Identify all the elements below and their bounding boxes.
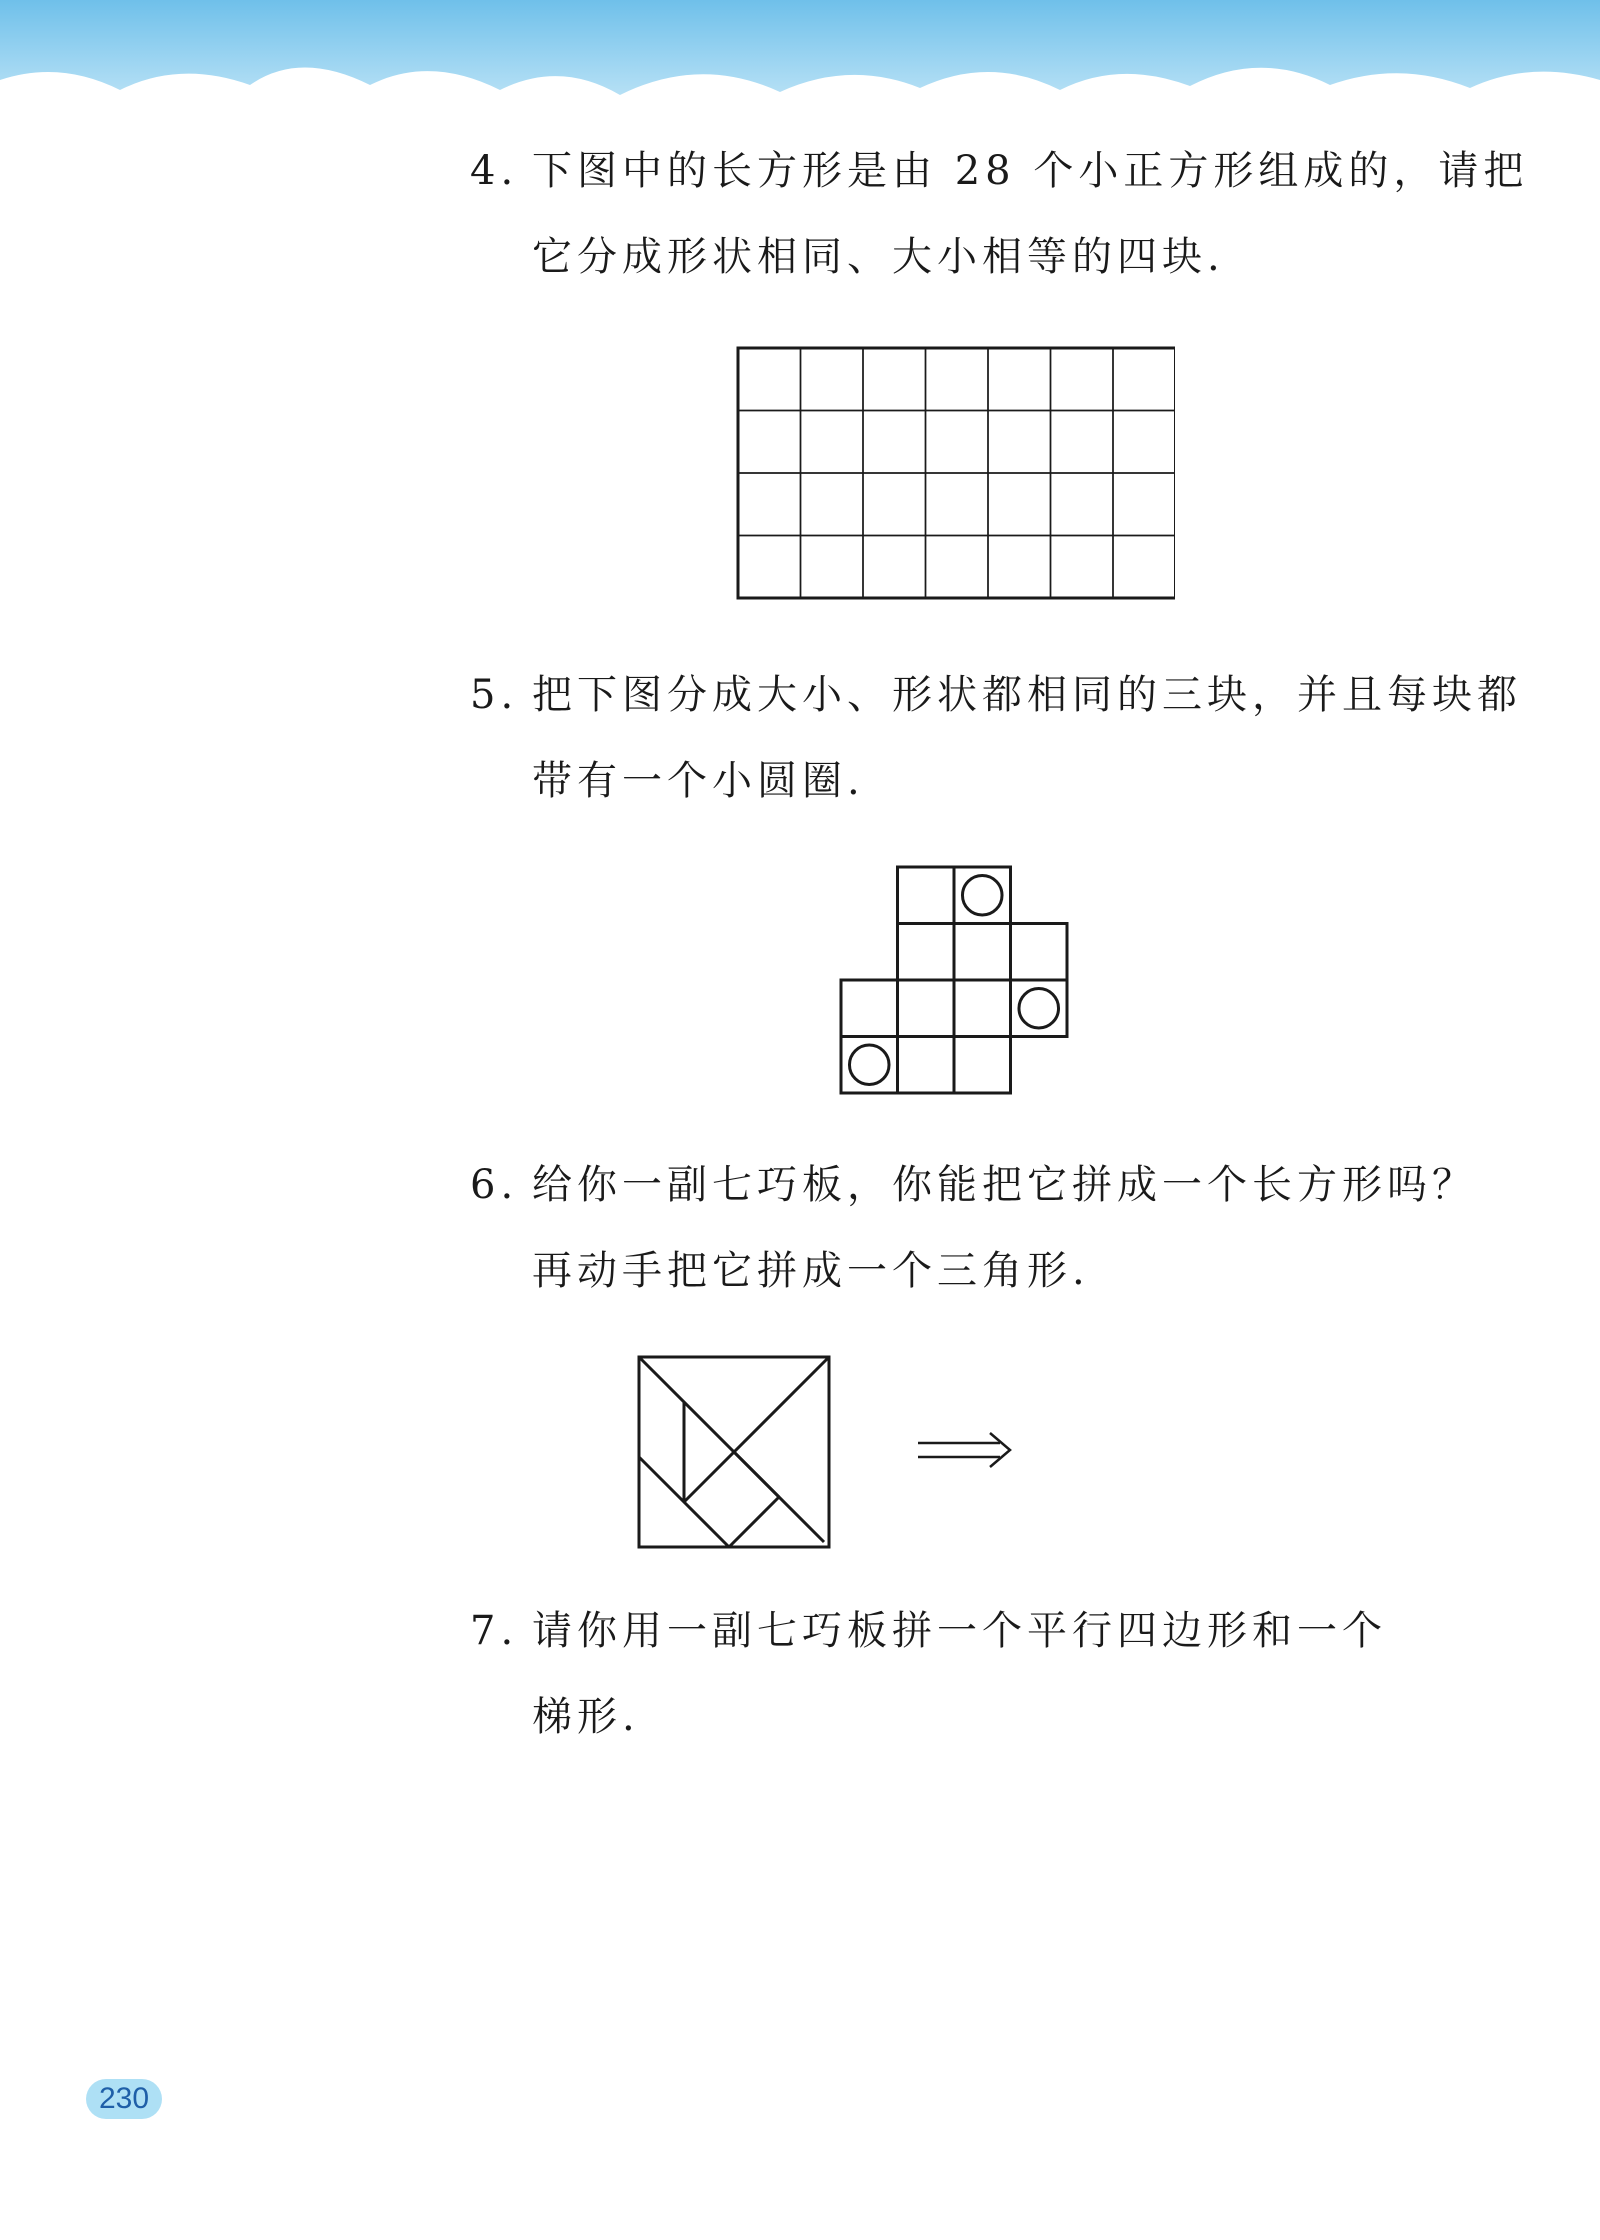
grid-cell	[988, 411, 1051, 474]
grid-cell	[988, 536, 1051, 599]
tangram-edge	[684, 1357, 829, 1502]
grid-cell	[954, 1037, 1011, 1094]
grid-cell	[1113, 536, 1175, 599]
problem-text-line: 请你用一副七巧板拼一个平行四边形和一个	[532, 1608, 1387, 1654]
problem-text-line: 再动手把它拼成一个三角形.	[532, 1248, 1090, 1294]
problem-number: 7.	[470, 1608, 519, 1654]
grid-cell	[988, 348, 1051, 411]
grid-cell	[863, 473, 926, 536]
grid-cell	[954, 924, 1011, 981]
grid-cell	[926, 348, 989, 411]
grid-rectangle-figure	[735, 345, 1175, 605]
tangram-edge	[729, 1497, 779, 1547]
grid-cell	[738, 411, 801, 474]
grid-cell	[1113, 348, 1175, 411]
problem-number: 6.	[470, 1162, 519, 1208]
grid-cell	[954, 980, 1011, 1037]
grid-cell	[988, 473, 1051, 536]
grid-cell	[898, 980, 955, 1037]
grid-cell	[738, 348, 801, 411]
grid-cell	[926, 411, 989, 474]
problem-text-line: 把下图分成大小、形状都相同的三块，并且每块都	[532, 672, 1522, 718]
grid-cell	[801, 348, 864, 411]
small-circle-icon	[1019, 988, 1059, 1028]
problem-text-line: 它分成形状相同、大小相等的四块.	[532, 234, 1225, 280]
grid-cell	[1051, 411, 1114, 474]
grid-cell	[1113, 411, 1175, 474]
grid-cell	[898, 924, 955, 981]
tangram-edge	[734, 1452, 779, 1497]
grid-cell	[801, 536, 864, 599]
tangram-edge	[639, 1357, 824, 1542]
problem-text-line: 梯形.	[532, 1694, 640, 1740]
page-number-badge: 230	[86, 2079, 162, 2119]
problem-text-line: 下图中的长方形是由 28 个小正方形组成的，请把	[532, 148, 1529, 194]
grid-cell	[926, 536, 989, 599]
problem-5	[470, 652, 1522, 824]
grid-cell	[801, 473, 864, 536]
grid-cell	[1051, 348, 1114, 411]
right-arrow-icon	[912, 1428, 1016, 1472]
problem-4	[470, 128, 1529, 300]
grid-cell	[1051, 536, 1114, 599]
grid-cell	[1113, 473, 1175, 536]
tangram-square-figure	[634, 1352, 834, 1552]
grid-cell	[1011, 924, 1068, 981]
circle-grid-figure	[838, 864, 1072, 1098]
grid-cell	[738, 536, 801, 599]
grid-cell	[841, 980, 898, 1037]
problem-number: 4.	[470, 148, 519, 194]
small-circle-icon	[962, 875, 1002, 915]
grid-cell	[1051, 473, 1114, 536]
problem-7	[470, 1588, 1470, 1760]
grid-cell	[926, 473, 989, 536]
problem-6	[470, 1142, 1477, 1314]
grid-cell	[898, 867, 955, 924]
grid-cell	[863, 348, 926, 411]
problem-text-line: 给你一副七巧板，你能把它拼成一个长方形吗？	[532, 1162, 1477, 1208]
grid-cell	[738, 473, 801, 536]
grid-cell	[863, 411, 926, 474]
grid-cell	[863, 536, 926, 599]
grid-cell	[898, 1037, 955, 1094]
problem-number: 5.	[470, 672, 519, 718]
small-circle-icon	[849, 1045, 889, 1085]
problem-text-line: 带有一个小圆圈.	[532, 758, 865, 804]
grid-cell	[801, 411, 864, 474]
